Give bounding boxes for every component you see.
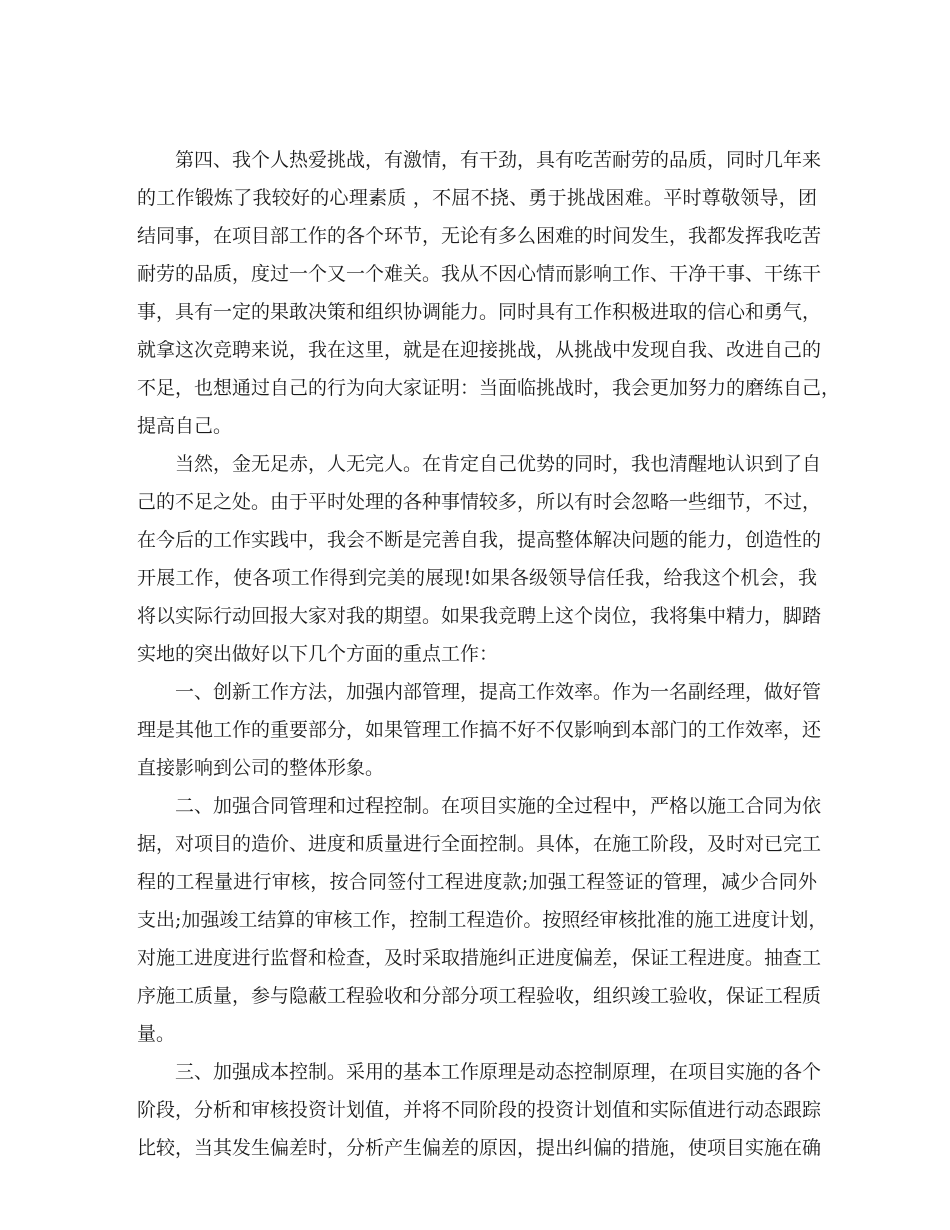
paragraph-line: 比较，当其发生偏差时，分析产生偏差的原因，提出纠偏的措施，使项目实施在确 xyxy=(137,1137,822,1159)
paragraph-line: 三、加强成本控制。采用的基本工作原理是动态控制原理，在项目实施的各个 xyxy=(175,1061,822,1083)
paragraph-line: 的工作锻炼了我较好的心理素质 ，不屈不挠、勇于挑战困难。平时尊敬领导，团 xyxy=(137,187,817,209)
paragraph-line: 序施工质量，参与隐蔽工程验收和分部分项工程验收，组织竣工验收，保证工程质 xyxy=(137,985,822,1007)
paragraph-line: 一、创新工作方法，加强内部管理，提高工作效率。作为一名副经理，做好管 xyxy=(175,681,822,703)
paragraph-line: 直接影响到公司的整体形象。 xyxy=(137,757,385,779)
paragraph-line: 据，对项目的造价、进度和质量进行全面控制。具体，在施工阶段，及时对已完工 xyxy=(137,833,822,855)
paragraph-line: 不足，也想通过自己的行为向大家证明：当面临挑战时，我会更加努力的磨练自己， xyxy=(137,377,841,399)
paragraph-line: 二、加强合同管理和过程控制。在项目实施的全过程中，严格以施工合同为依 xyxy=(175,795,822,817)
paragraph-line: 对施工进度进行监督和检查，及时采取措施纠正进度偏差，保证工程进度。抽查工 xyxy=(137,947,822,969)
paragraph-line: 己的不足之处。由于平时处理的各种事情较多，所以有时会忽略一些细节，不过， xyxy=(137,491,822,513)
paragraph-line: 理是其他工作的重要部分，如果管理工作搞不好不仅影响到本部门的工作效率，还 xyxy=(137,719,822,741)
paragraph-line: 结同事，在项目部工作的各个环节，无论有多么困难的时间发生，我都发挥我吃苦 xyxy=(137,225,822,247)
paragraph-line: 当然，金无足赤，人无完人。在肯定自己优势的同时，我也清醒地认识到了自 xyxy=(175,453,822,475)
paragraph-line: 就拿这次竞聘来说，我在这里，就是在迎接挑战，从挑战中发现自我、改进自己的 xyxy=(137,339,822,361)
paragraph-line: 阶段，分析和审核投资计划值，并将不同阶段的投资计划值和实际值进行动态跟踪 xyxy=(137,1099,822,1121)
paragraph-line: 量。 xyxy=(137,1023,176,1045)
paragraph-line: 事，具有一定的果敢决策和组织协调能力。同时具有工作积极进取的信心和勇气， xyxy=(137,301,822,323)
paragraph-line: 实地的突出做好以下几个方面的重点工作： xyxy=(137,643,499,665)
paragraph-line: 提高自己。 xyxy=(137,415,233,437)
paragraph-line: 支出;加强竣工结算的审核工作，控制工程造价。按照经审核批准的施工进度计划， xyxy=(137,909,828,931)
paragraph-line: 将以实际行动回报大家对我的期望。如果我竞聘上这个岗位，我将集中精力，脚踏 xyxy=(137,605,822,627)
paragraph-line: 在今后的工作实践中，我会不断是完善自我，提高整体解决问题的能力，创造性的 xyxy=(137,529,822,551)
paragraph-line: 开展工作，使各项工作得到完美的展现!如果各级领导信任我，给我这个机会，我 xyxy=(137,567,817,589)
paragraph-line: 程的工程量进行审核，按合同签付工程进度款;加强工程签证的管理，减少合同外 xyxy=(137,871,817,893)
paragraph-line: 第四、我个人热爱挑战，有激情，有干劲，具有吃苦耐劳的品质，同时几年来 xyxy=(175,149,822,171)
paragraph-line: 耐劳的品质，度过一个又一个难关。我从不因心情而影响工作、干净干事、干练干 xyxy=(137,263,822,285)
